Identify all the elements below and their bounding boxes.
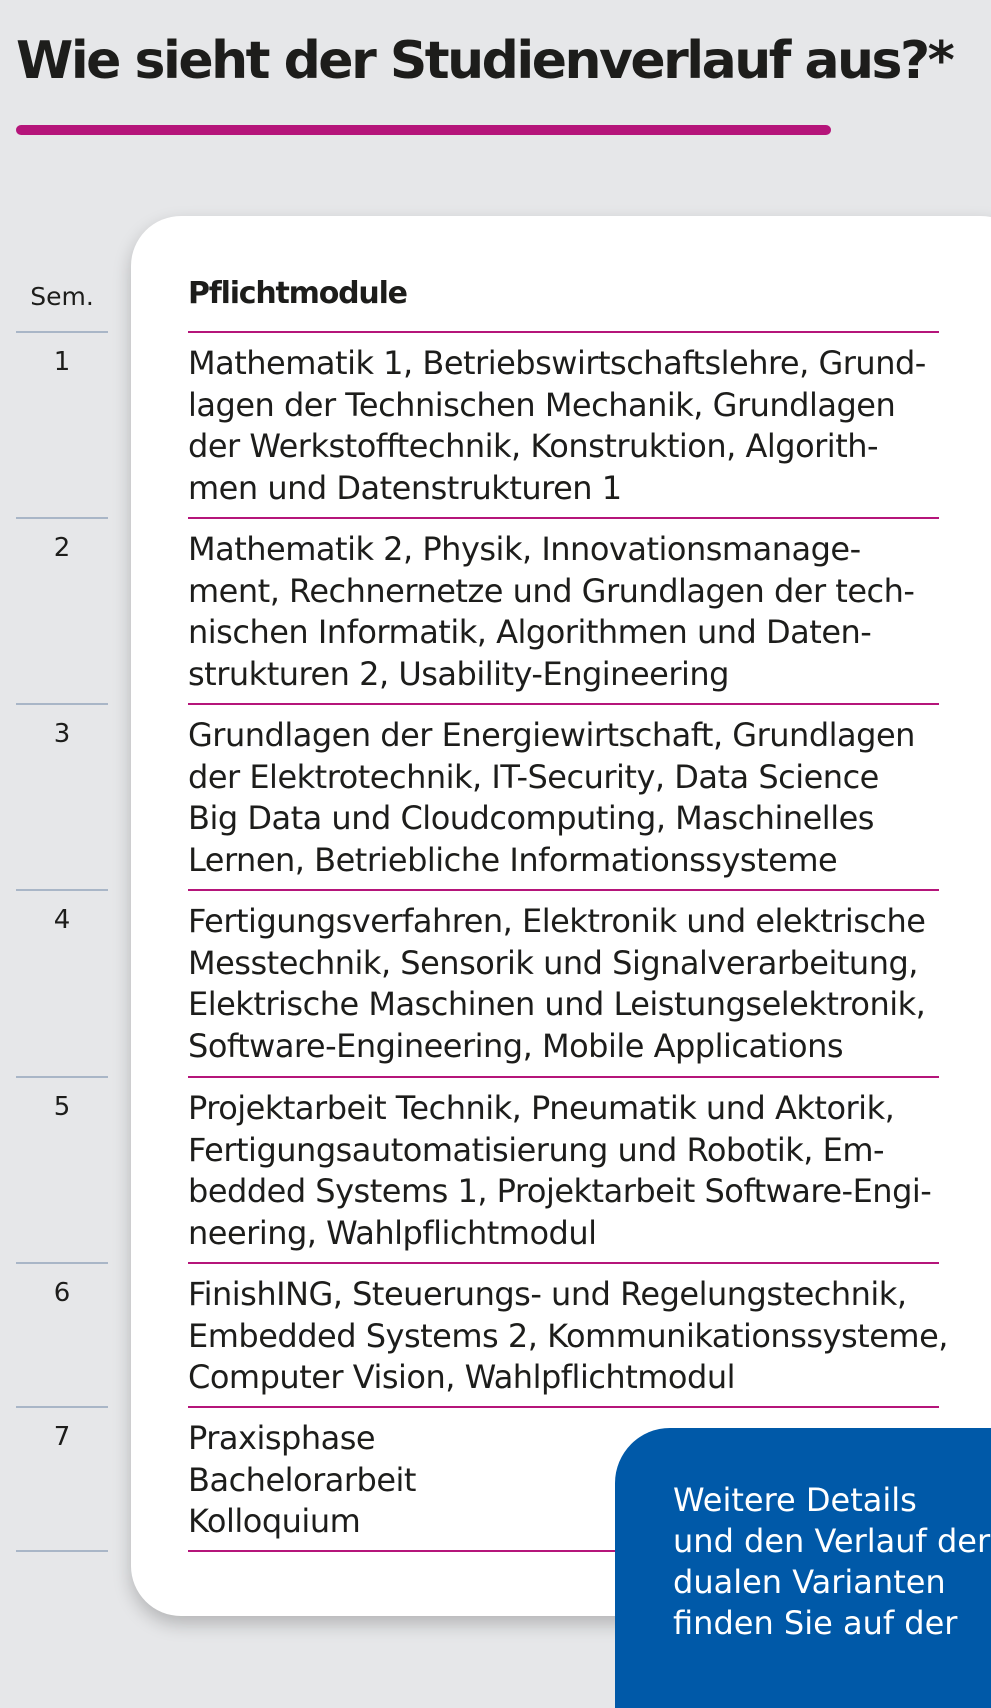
semester-divider [16, 889, 108, 891]
module-divider [188, 889, 939, 891]
semester-number: 2 [53, 533, 71, 563]
semester-divider [16, 1406, 108, 1408]
semester-divider [16, 331, 108, 333]
semester-modules: FinishING, Steuerungs- und Regelungstechnik, Embedded Systems 2, Kommunikationssysteme, Computer Vision, Wahlpflichtmodul [188, 1275, 948, 1397]
semester-number: 3 [53, 719, 71, 749]
semester-modules: Mathematik 1, Betriebswirtschaftslehre, Grund- lagen der Technischen Mechanik, Grundlagen der Werkstofftechnik, Konstruktion, Algorith- men und Datenstrukturen 1 [188, 344, 926, 508]
semester-modules: Projektarbeit Technik, Pneumatik und Aktorik, Fertigungsautomatisierung und Robotik, Em- bedded Systems 1, Projektarbeit Software-Engi- neering, Wahlpflichtmodul [188, 1089, 932, 1253]
semester-divider [16, 517, 108, 519]
semester-modules: Praxisphase Bachelorarbeit Kolloquium [188, 1419, 416, 1541]
semester-modules: Grundlagen der Energiewirtschaft, Grundlagen der Elektrotechnik, IT-Security, Data Science Big Data und Cloudcomputing, Maschinelles Lernen, Betriebliche Informationssysteme [188, 716, 915, 880]
semester-number: 7 [53, 1422, 71, 1452]
semester-divider [16, 1262, 108, 1264]
semester-number: 1 [53, 347, 71, 377]
semester-modules: Fertigungsverfahren, Elektronik und elektrische Messtechnik, Sensorik und Signalverarbeitung, Elektrische Maschinen und Leistungselektronik, Software-Engineering, Mobile Applications [188, 902, 926, 1066]
semester-number: 5 [53, 1092, 71, 1122]
semester-number: 4 [53, 905, 71, 935]
title-underline [16, 125, 831, 135]
page-title: Wie sieht der Studienverlauf aus?* [16, 31, 953, 91]
semester-number: 6 [53, 1278, 71, 1308]
module-divider [188, 703, 939, 705]
semester-divider [16, 703, 108, 705]
info-callout-text: Weitere Details und den Verlauf der dualen Varianten finden Sie auf der [673, 1481, 991, 1642]
module-divider [188, 517, 939, 519]
module-divider [188, 1406, 939, 1408]
module-divider [188, 1262, 939, 1264]
semester-divider [16, 1550, 108, 1552]
semester-column-header: Sem. [30, 282, 94, 311]
module-divider [188, 1076, 939, 1078]
module-divider [188, 331, 939, 333]
modules-column-header: Pflichtmodule [188, 276, 407, 311]
semester-modules: Mathematik 2, Physik, Innovationsmanage- ment, Rechnernetze und Grundlagen der tech- nischen Informatik, Algorithmen und Daten- strukturen 2, Usability-Engineering [188, 530, 915, 694]
semester-divider [16, 1076, 108, 1078]
